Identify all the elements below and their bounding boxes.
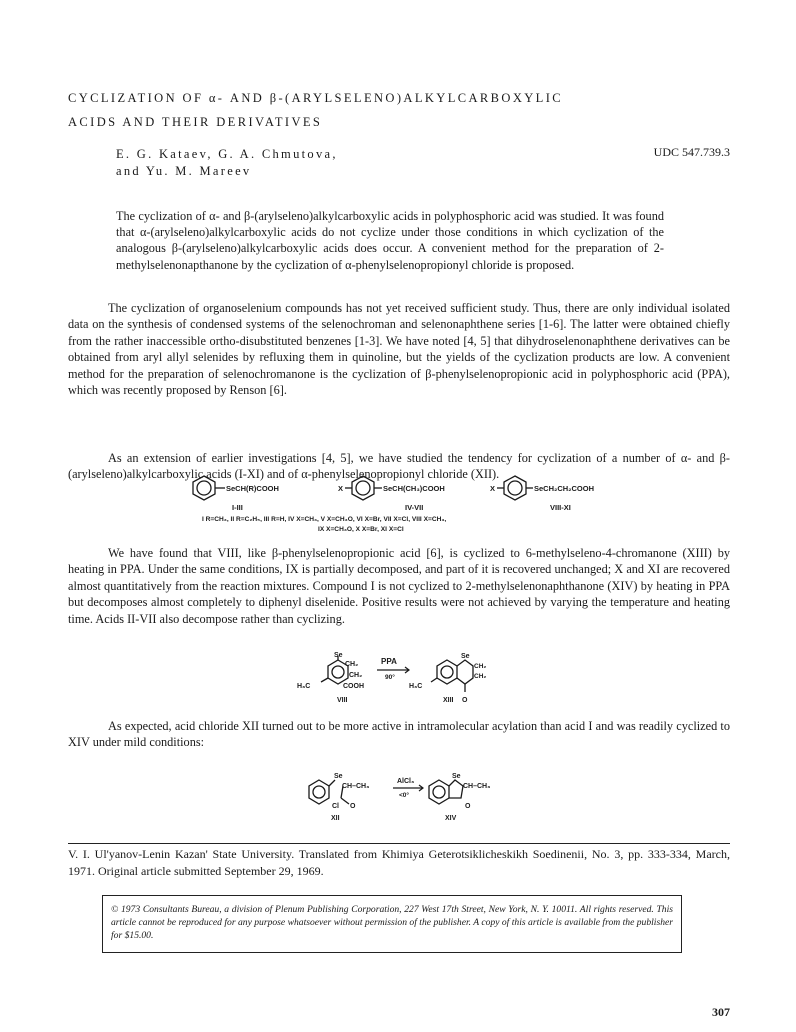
- xiii-se: Se: [461, 653, 470, 660]
- viii-h3c: H₃C: [297, 683, 311, 690]
- x-substituent-3: X: [490, 484, 496, 493]
- xii-oxygen: O: [350, 803, 356, 810]
- label-3: VIII-XI: [550, 503, 571, 512]
- group-1: SeCH(R)COOH: [226, 484, 279, 493]
- label-2: IV-VII: [405, 503, 424, 512]
- benzene-ring-2: [345, 476, 382, 500]
- scheme-3-drawing: [305, 768, 525, 826]
- x-substituent-2: X: [338, 484, 344, 493]
- xiii-h3c: H₃C: [409, 683, 423, 690]
- xiv-ch-ch3: CH–CH₃: [463, 783, 491, 790]
- paragraph-2: As an extension of earlier investigations [4, 5], we have studied the tendency for cyclization of a number of α- and β-(arylseleno)alkylcarboxylic acids (I-XI) and of α-phenylselenopropionyl chloride (XII).: [68, 451, 730, 482]
- label-1: I-III: [232, 503, 243, 512]
- viii-se: Se: [334, 652, 343, 659]
- page-number: 307: [712, 1005, 730, 1019]
- xiii-ch2-a: CH₂: [474, 663, 487, 670]
- xiii-oxygen: O: [462, 697, 468, 704]
- copyright-box: [102, 895, 682, 953]
- scheme-xii-to-xiv: [305, 768, 525, 826]
- article-title-line-1: CYCLIZATION OF α- AND β-(ARYLSELENO)ALKYLCARBOXYLIC: [68, 91, 564, 105]
- legend-line-1: I R=CH₃, II R=C₂H₅, III R=H, IV X=CH₃, V X=CH₃O, VI X=Br, VII X=Cl, VIII X=CH₃,: [202, 516, 447, 523]
- article-title-line-2: ACIDS AND THEIR DERIVATIVES: [68, 115, 323, 129]
- viii-benzene-ring: [321, 656, 348, 684]
- label-xiv: XIV: [445, 815, 457, 822]
- copyright-notice: © 1973 Consultants Bureau, a division of Plenum Publishing Corporation, 227 West 17th Street, New York, N. Y. 10011. All rights reserved. This article cannot be reproduced for any purpose whatsoever without permission of the publisher. A copy of this article is available from the publisher for $15.00.: [111, 904, 673, 941]
- scheme-2-drawing: [285, 650, 515, 710]
- label-xiii: XIII: [443, 697, 454, 704]
- xiv-oxygen: O: [465, 803, 471, 810]
- abstract: The cyclization of α- and β-(arylseleno)alkylcarboxylic acids in polyphosphoric acid was studied. It was found that α-(arylseleno)alkylcarboxylic acids do not cyclize under those conditions in which cyclization of the analogous β-(arylseleno)alkylcarboxylic acids does occur. A convenient method for the preparation of 2-methylselenonapthanone by the cyclization of α-phenylselenopropionyl chloride is proposed.: [116, 209, 664, 272]
- xiii-ring-system: [431, 660, 473, 692]
- xiii-ch2-b: CH₂: [474, 673, 487, 680]
- label-xii: XII: [331, 815, 340, 822]
- authors-line-1: E. G. Kataev, G. A. Chmutova,: [116, 147, 338, 161]
- legend-line-2: IX X=CH₃O, X X=Br, XI X=Cl: [318, 526, 404, 532]
- scheme-1-drawing: [190, 466, 620, 532]
- reagent-ppa: PPA: [381, 657, 397, 666]
- xii-se: Se: [334, 773, 343, 780]
- udc-code: UDC 547.739.3: [653, 145, 730, 159]
- viii-ch2-b: CH₂: [349, 672, 363, 679]
- condition-below-zero: <0°: [399, 792, 410, 799]
- xii-ch-ch3: CH–CH₃: [342, 783, 370, 790]
- paragraph-3: We have found that VIII, like β-phenylselenopropionic acid [6], is cyclized to 6-methylseleno-4-chromanone (XIII) by heating in PPA. Under the same conditions, IX is partially decomposed, and part of it is recovered unchanged; X and XI are recovered almost quantitatively from the reaction mixtures. Compound I is not cyclized to 2-methylselenonaphthanone (XIV) by heating in PPA but decomposes almost completely to diphenyl diselenide. Positive results were not achieved by varying the temperature and heating time. Acids II-VII also decompose rather than cyclizing.: [68, 546, 730, 626]
- paragraph-4: As expected, acid chloride XII turned out to be more active in intramolecular acylation than acid I and was readily cyclized to XIV under mild conditions:: [68, 719, 730, 750]
- reagent-alcl3: AlCl₃: [397, 778, 415, 785]
- group-3: SeCH₂CH₂COOH: [534, 484, 595, 493]
- label-viii: VIII: [337, 697, 348, 704]
- benzene-ring-3: [497, 476, 533, 500]
- viii-cooh: COOH: [343, 683, 364, 690]
- group-2: SeCH(CH₃)COOH: [383, 484, 445, 493]
- scheme-compounds-i-xi: [190, 466, 620, 532]
- condition-90: 90°: [385, 674, 395, 681]
- authors: [116, 146, 338, 180]
- authors-line-2: and Yu. M. Mareev: [116, 164, 252, 178]
- xii-cl: Cl: [332, 803, 339, 810]
- xiv-se: Se: [452, 773, 461, 780]
- benzene-ring-1: [193, 476, 225, 500]
- affiliation-footnote: V. I. Ul'yanov-Lenin Kazan' State University. Translated from Khimiya Geterotsiklicheskikh Soedinenii, No. 3, pp. 333-334, March, 1971. Original article submitted September 29, 1969.: [68, 847, 730, 878]
- paragraph-1: The cyclization of organoselenium compounds has not yet received sufficient study. Thus, there are only individual isolated data on the synthesis of condensed systems of the selenochroman and selenonaphthene series [1-6]. The latter were obtained chiefly from the rather inaccessible ortho-disubstituted benzenes [1-3]. We have noted [4, 5] that dihydroselenonaphthene derivatives can be obtained from aryl allyl selenides by refluxing them in quinoline, but the yields of the cyclization products are low. A convenient method for the preparation of selenochromanone is the cyclization of β-phenylselenopropionic acid in polyphosphoric acid (PPA), which was recently proposed by Renson [6].: [68, 301, 730, 398]
- xiv-ring-system: [429, 780, 463, 804]
- viii-ch2-a: CH₂: [345, 661, 359, 668]
- footnote-divider: [68, 843, 730, 844]
- scheme-viii-to-xiii: [285, 650, 515, 710]
